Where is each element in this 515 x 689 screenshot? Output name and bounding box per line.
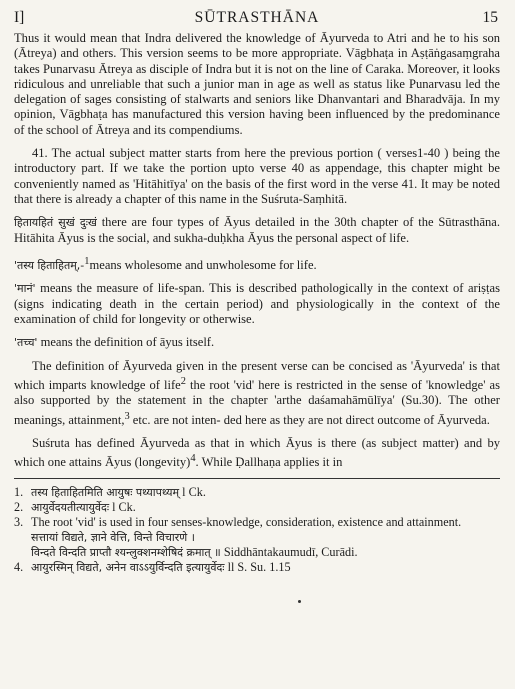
footnote-ref: 1 <box>84 255 90 267</box>
footnotes <box>14 485 500 575</box>
sanskrit-term: 'मानं' <box>14 282 36 296</box>
footnote-ref: 3 <box>124 410 130 422</box>
body-text <box>14 31 500 471</box>
sanskrit-term: हितायहितं सुखं दुःखं <box>14 216 97 230</box>
paragraph-verse-41: 41. The actual subject matter starts from here the previous portion ( verses1-40 ) being the introductory part. If we take the portion upto verse 40 as appendage, this chapter might be conveniently named as 'Hitāhitīya' on the basis of the first word in the verse 41. It may be noted that there is already a chapter of this name in the Suśruta-Saṃhitā. <box>14 146 500 206</box>
footnote-3: 3. The root 'vid' is used in four senses-knowledge, consideration, existence and attainment. सत्तायां विद्यते, ज्ञाने वेत्ति, विन्ते विचारणे । विन्दते विन्दति प्राप्तौ श्यन्लुक्शनम्शेषिदं क्रमात् ॥ Siddhāntakaumudī, Curādi. <box>14 514 462 559</box>
footnote-4: 4. आयुरस्मिन् विद्यते, अनेन वाऽऽयुर्विन्दति इत्यायुर्वेदः ll S. Su. 1.15 <box>14 559 291 574</box>
paragraph-susruta: Suśruta has defined Āyurveda as that in which Āyus is there (as subject matter) and by which one attains Āyus (longevity)$^4$. While Ḍallhaṇa applies it in <box>14 436 500 470</box>
paragraph-tasya-hitahitam: 'तस्य हिताहितम्,-$^1$means wholesome and unwholesome for life. <box>14 255 317 273</box>
paragraph-1: Thus it would mean that Indra delivered the knowledge of Āyurveda to Atri and he to his son (Ātreya) and others. This version seems to be more appropriate. Vāgbhaṭa in Aṣṭāṅgasaṃgraha takes Punarvasu Ātreya as disciple of Indra but it is not on the line of Caraka. Moreover, it looks ridiculous and unreliable that such a junior man in age as well as status like Punarvasu led the delegation of sages consisting of stalwarts and seniors like Dhanvantari and Bharadvāja. In my opinion, Vāgbhaṭa has manufactured this version having been influenced by the predominance of the school of Ātreya and its compendiums. <box>14 31 500 137</box>
print-speck <box>298 600 301 603</box>
paragraph-hitahita: हितायहितं सुखं दुःखं there are four types of Āyus detailed in the 30th chapter of the Sūtrasthāna. Hitāhita Āyus is the social, and sukha-duḥkha Āyus the personal aspect of life. <box>14 215 500 245</box>
paragraph-tacca: 'तच्च' means the definition of āyus itself. <box>14 335 215 350</box>
paragraph-manam: 'मानं' means the measure of life-span. This is described pathologically in the context of ariṣṭas (signs indicating death in the certain period) and physiologically in the context of the examination of child for longevity or otherwise. <box>14 281 500 326</box>
paragraph-definition: The definition of Āyurveda given in the present verse can be concised as 'Āyurveda' is that which imparts knowledge of life$^2$ the root 'vid' here is restricted in the sense of 'knowledge' as also supported by the statement in the chapter 'arthe daśamahāmūlīya' (Su.30). The other meanings, attainment,$^3$ etc. are not inten- ded here as they are not direct outcome of Āyurveda. <box>14 358 500 427</box>
header-title: SŪTRASTHĀNA <box>194 9 320 26</box>
footnote-ref: 4 <box>190 453 196 465</box>
footnote-ref: 2 <box>180 375 186 387</box>
header-left-mark: I] <box>14 9 25 26</box>
sanskrit-term: 'तच्च' <box>14 336 38 350</box>
footnote-2: 2. आयुर्वेदयतीत्यायुर्वेदः l Ck. <box>14 499 136 514</box>
footnote-divider <box>14 478 500 479</box>
page-number: 15 <box>482 9 498 26</box>
footnote-1: 1. तस्य हिताहितमिति आयुषः पथ्यापथ्यम् l Ck. <box>14 484 206 499</box>
sanskrit-term: 'तस्य हिताहितम्,- <box>14 259 85 273</box>
running-header <box>14 9 500 31</box>
